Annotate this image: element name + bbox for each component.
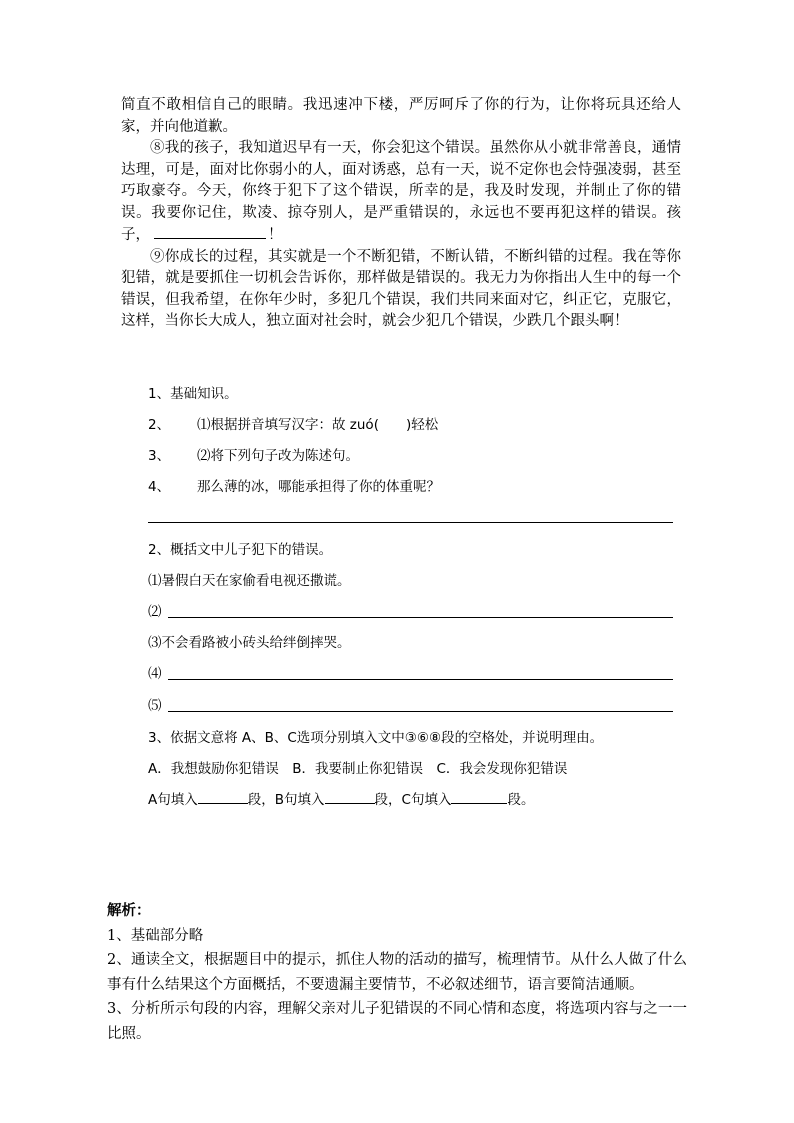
paragraph-8-text: ⑧我的孩子，我知道迟早有一天，你会犯这个错误。虽然你从小就非常善良，通情达理，可是，面对比你弱小的人，面对诱惑，总有一天，说不定你也会恃强凌弱，甚至巧取豪夺。今天，你终于犯下了这个错误，所幸的是，我及时发现，并制止了你的错误。我要你记住，欺凌、掠夺别人，是严重错误的，永远也不要再犯这样的错误。孩子， bbox=[121, 140, 681, 243]
analysis-item-1: 1、基础部分略 bbox=[107, 927, 204, 944]
question-1c-text: 那么薄的冰，哪能承担得了你的体重呢？ bbox=[197, 479, 440, 495]
question-2-item-3: ⑶不会看路被小砖头给绊倒摔哭。 bbox=[148, 635, 351, 651]
answer-b-label: 段，B句填入 bbox=[247, 792, 325, 808]
question-3-title: 3、依据文意将 A、B、C选项分别填入文中③⑥⑧段的空格处，并说明理由。 bbox=[148, 730, 604, 746]
question-2-item-4-label: ⑷ bbox=[148, 666, 162, 682]
analysis-section bbox=[107, 899, 687, 1046]
answer-line-2-4[interactable] bbox=[168, 679, 673, 680]
passage-paragraph-continuation: 简直不敢相信自己的眼睛。我迅速冲下楼，严厉呵斥了你的行为，让你将玩具还给人家，并向他道歉。 bbox=[121, 97, 681, 135]
reading-passage bbox=[121, 95, 681, 333]
passage-paragraph-9: ⑨你成长的过程，其实就是一个不断犯错，不断认错，不断纠错的过程。我在等你犯错，就是要抓住一切机会告诉你，那样做是错误的。我无力为你指出人生中的每一个错误，但我希望，在你年少时，多犯几个错误，我们共同来面对它，纠正它，克服它，这样，当你长大成人，独立面对社会时，就会少犯几个错误，少跌几个跟头啊！ bbox=[121, 248, 681, 329]
answer-a-label: A句填入 bbox=[148, 792, 198, 808]
question-1-title: 1、基础知识。 bbox=[148, 386, 238, 402]
question-2-item-2-label: ⑵ bbox=[148, 604, 162, 620]
answer-a-blank[interactable] bbox=[198, 791, 248, 804]
question-1b-text: ⑵将下列句子改为陈述句。 bbox=[197, 448, 359, 464]
paragraph-8-end: ！ bbox=[268, 227, 283, 243]
answer-end-label: 段。 bbox=[507, 792, 535, 808]
paragraph-8-blank[interactable] bbox=[154, 224, 266, 239]
answer-line-2-5[interactable] bbox=[168, 711, 673, 712]
question-3-answer-row bbox=[148, 791, 534, 809]
question-1b-number: 3、 bbox=[148, 448, 171, 464]
answer-c-label: 段，C句填入 bbox=[374, 792, 452, 808]
analysis-item-3: 3、分析所示句段的内容，理解父亲对儿子犯错误的不同心情和态度，将选项内容与之一一比照。 bbox=[107, 1001, 687, 1042]
answer-c-blank[interactable] bbox=[451, 791, 507, 804]
question-1c-number: 4、 bbox=[148, 479, 171, 495]
analysis-item-2: 2、通读全文，根据题目中的提示，抓住人物的活动的描写，梳理情节。从什么人做了什么事有什么结果这个方面概括，不要遗漏主要情节，不必叙述细节，语言要简洁通顺。 bbox=[107, 952, 687, 993]
passage-paragraph-8 bbox=[121, 138, 681, 247]
question-1a-text: ⑴根据拼音填写汉字：故 zuó( )轻松 bbox=[197, 417, 439, 433]
analysis-heading: 解析： bbox=[107, 902, 151, 919]
answer-line-1c[interactable] bbox=[148, 522, 673, 523]
question-1a-number: 2、 bbox=[148, 417, 171, 433]
question-2-item-5-label: ⑸ bbox=[148, 698, 162, 714]
question-2-title: 2、概括文中儿子犯下的错误。 bbox=[148, 542, 333, 558]
answer-b-blank[interactable] bbox=[325, 791, 375, 804]
question-3-options: A．我想鼓励你犯错误 B．我要制止你犯错误 C．我会发现你犯错误 bbox=[148, 761, 568, 777]
question-2-item-1: ⑴暑假白天在家偷看电视还撒谎。 bbox=[148, 573, 351, 589]
answer-line-2-2[interactable] bbox=[168, 617, 673, 618]
